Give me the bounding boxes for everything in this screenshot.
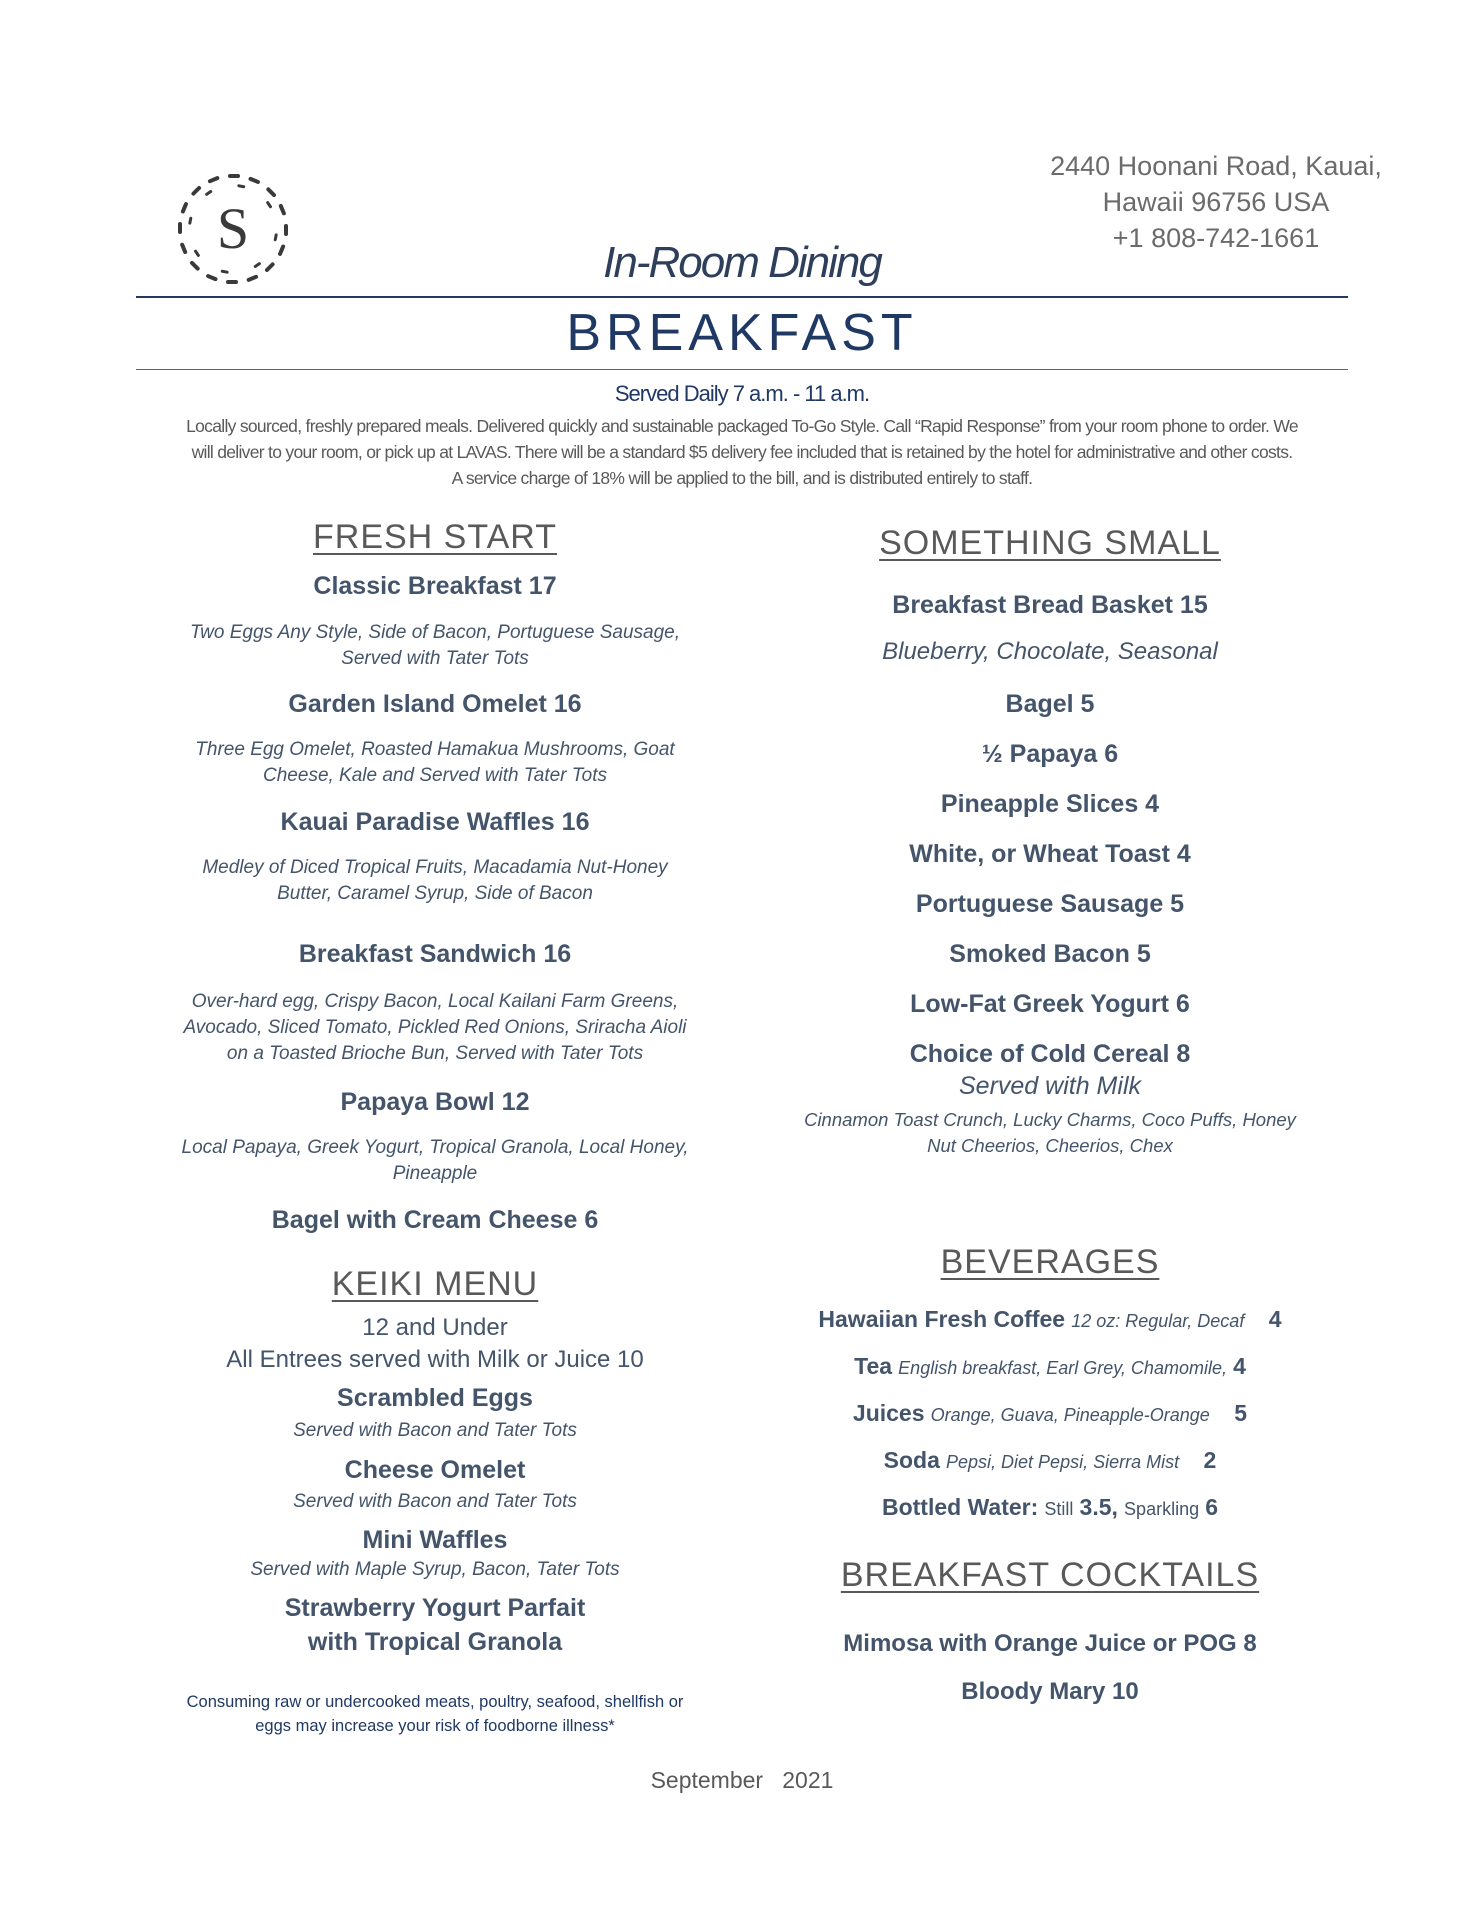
description-line: Butter, Caramel Syrup, Side of Bacon (277, 883, 593, 904)
description-line: Two Eggs Any Style, Side of Bacon, Portuguese Sausage, (189, 622, 681, 643)
menu-item-name: ½ Papaya 6 (981, 740, 1119, 768)
menu-item-name: Pineapple Slices 4 (940, 790, 1160, 818)
menu-item-subtitle: Served with Milk (959, 1072, 1141, 1100)
menu-item-description: Blueberry, Chocolate, Seasonal (882, 638, 1218, 665)
menu-item-name: Bagel 5 (1005, 690, 1095, 718)
intro-line: Locally sourced, freshly prepared meals. Delivered quickly and sustainable packaged To-Go Style. Call “Rapid Response” from your room phone to order. We (186, 416, 1298, 436)
menu-item-description (140, 737, 730, 789)
menu-item-name: Low-Fat Greek Yogurt 6 (910, 990, 1190, 1018)
menu-item-name: Breakfast Sandwich 16 (298, 940, 572, 968)
beverage-price: 5 (1234, 1400, 1248, 1426)
divider (136, 369, 1348, 370)
water-still-label: Still (1044, 1499, 1074, 1519)
beverage-description: 12 oz: Regular, Decaf (1071, 1311, 1245, 1331)
description-line: Nut Cheerios, Cheerios, Chex (927, 1135, 1173, 1156)
menu-item-name: Bloody Mary 10 (961, 1678, 1139, 1705)
section-heading-beverages: BEVERAGES (940, 1243, 1160, 1281)
description-line: Three Egg Omelet, Roasted Hamakua Mushrooms, Goat (195, 739, 675, 760)
warning-line: eggs may increase your risk of foodborne illness* (255, 1717, 615, 1735)
menu-item-description (140, 989, 730, 1067)
menu-item-description: Served with Bacon and Tater Tots (293, 1420, 577, 1441)
intro-line: A service charge of 18% will be applied to the bill, and is distributed entirely to staff. (451, 468, 1033, 488)
foodborne-illness-warning (140, 1690, 730, 1738)
section-heading-breakfast-cocktails: BREAKFAST COCKTAILS (840, 1556, 1260, 1594)
beverage-item-water (760, 1494, 1340, 1521)
description-line: Pineapple (392, 1163, 478, 1184)
description-line: Local Papaya, Greek Yogurt, Tropical Granola, Local Honey, (181, 1137, 689, 1158)
description-line: Cheese, Kale and Served with Tater Tots (263, 765, 607, 786)
menu-item-name: Mini Waffles (362, 1526, 508, 1554)
description-line: Served with Tater Tots (341, 648, 529, 669)
address-line: 2440 Hoonani Road, Kauai, (1050, 151, 1382, 181)
menu-item-name: with Tropical Granola (307, 1628, 563, 1656)
menu-item-name: Scrambled Eggs (337, 1384, 533, 1412)
beverage-price: 4 (1268, 1306, 1282, 1332)
menu-item-name: Breakfast Bread Basket 15 (892, 591, 1208, 619)
menu-item-name: Bagel with Cream Cheese 6 (271, 1206, 599, 1234)
beverage-item (760, 1306, 1340, 1333)
menu-item-name: Garden Island Omelet 16 (288, 690, 582, 718)
intro-line: will deliver to your room, or pick up at LAVAS. There will be a standard $5 delivery fee included that is retained by the hotel for administrative and other costs. (191, 442, 1293, 462)
menu-item-name: Papaya Bowl 12 (340, 1088, 530, 1116)
menu-item-name: Cheese Omelet (344, 1456, 526, 1484)
intro-text (140, 413, 1344, 491)
section-heading-keiki-menu: KEIKI MENU (331, 1265, 539, 1303)
menu-item-name: Classic Breakfast 17 (313, 572, 557, 600)
beverage-item (760, 1353, 1340, 1380)
menu-item-description (140, 620, 730, 672)
address-line: Hawaii 96756 USA (1102, 187, 1330, 217)
page-subtitle: In-Room Dining (603, 238, 881, 287)
beverage-name: Bottled Water: (881, 1494, 1039, 1520)
beverage-price: 2 (1203, 1447, 1217, 1473)
description-line: Medley of Diced Tropical Fruits, Macadamia Nut-Honey (202, 857, 668, 878)
description-line: Avocado, Sliced Tomato, Pickled Red Onions, Sriracha Aioli (183, 1017, 687, 1038)
page-title: BREAKFAST (566, 304, 918, 362)
beverage-name: Tea (854, 1353, 893, 1379)
description-line: Cinnamon Toast Crunch, Lucky Charms, Coco Puffs, Honey (804, 1109, 1296, 1130)
beverage-description: Orange, Guava, Pineapple-Orange (930, 1405, 1210, 1425)
menu-item-description (140, 1135, 730, 1187)
menu-item-name: Choice of Cold Cereal 8 (909, 1040, 1191, 1068)
section-heading-fresh-start: FRESH START (313, 518, 557, 556)
menu-date: September 2021 (650, 1767, 834, 1793)
water-sparkling-price: 6 (1205, 1494, 1219, 1520)
menu-item-name: Portuguese Sausage 5 (915, 890, 1185, 918)
menu-item-description (140, 855, 730, 907)
menu-item-description: Served with Maple Syrup, Bacon, Tater Tots (250, 1559, 620, 1580)
phone-number: +1 808-742-1661 (1112, 223, 1320, 253)
menu-item-name: Kauai Paradise Waffles 16 (280, 808, 590, 836)
beverage-description: Pepsi, Diet Pepsi, Sierra Mist (946, 1452, 1180, 1472)
beverage-name: Hawaiian Fresh Coffee (818, 1306, 1066, 1332)
menu-item-description: Served with Bacon and Tater Tots (293, 1491, 577, 1512)
menu-item-description (760, 1107, 1340, 1159)
warning-line: Consuming raw or undercooked meats, poultry, seafood, shellfish or (186, 1693, 684, 1711)
description-line: on a Toasted Brioche Bun, Served with Tater Tots (226, 1043, 644, 1064)
menu-item-name: Strawberry Yogurt Parfait (284, 1594, 586, 1622)
beverage-item (760, 1400, 1340, 1427)
menu-item-name: Smoked Bacon 5 (949, 940, 1151, 968)
menu-item-name: Mimosa with Orange Juice or POG 8 (843, 1630, 1257, 1657)
menu-item-name: White, or Wheat Toast 4 (909, 840, 1191, 868)
water-still-price: 3.5, (1079, 1494, 1118, 1520)
beverage-price: 4 (1233, 1353, 1246, 1379)
water-sparkling-label: Sparkling (1124, 1499, 1200, 1519)
service-hours: Served Daily 7 a.m. - 11 a.m. (614, 381, 870, 406)
keiki-age-note: 12 and Under (362, 1314, 508, 1341)
beverage-description: English breakfast, Earl Grey, Chamomile, (898, 1358, 1227, 1378)
keiki-entree-note: All Entrees served with Milk or Juice 10 (226, 1346, 644, 1373)
logo-letter: S (216, 196, 250, 261)
beverage-name: Juices (852, 1400, 925, 1426)
section-heading-something-small: SOMETHING SMALL (879, 524, 1221, 562)
description-line: Over-hard egg, Crispy Bacon, Local Kailani Farm Greens, (191, 991, 679, 1012)
divider (136, 296, 1348, 298)
beverage-name: Soda (883, 1447, 940, 1473)
beverage-item (760, 1447, 1340, 1474)
